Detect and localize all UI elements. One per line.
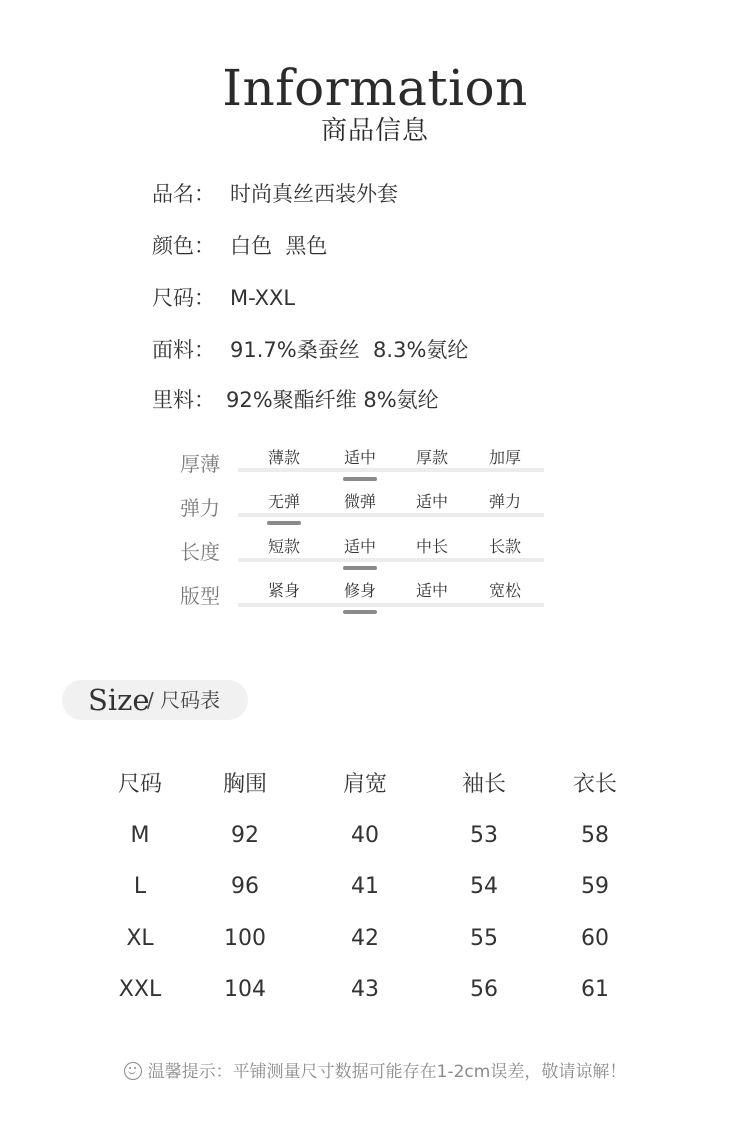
table-cell: 53 <box>470 823 498 848</box>
table-cell: 58 <box>581 823 609 848</box>
table-cell: XL <box>126 926 154 951</box>
page-title-cn: 商品信息 <box>320 116 429 146</box>
page-title-en: Information <box>222 59 528 117</box>
table-cell: 100 <box>224 926 266 951</box>
info-row-size <box>152 282 295 314</box>
table-cell: 56 <box>470 977 498 1002</box>
info-label: 尺码： <box>152 286 215 310</box>
info-value: 92%聚酯纤维 8%氨纶 <box>226 388 439 412</box>
info-row-fabric <box>152 334 468 366</box>
table-header: 衣长 <box>572 772 617 797</box>
attribute-option: 微弹 <box>343 492 376 511</box>
table-cell: L <box>133 874 147 899</box>
attribute-option: 适中 <box>415 492 448 511</box>
info-value: 白色 黑色 <box>230 234 328 258</box>
attribute-option: 弹力 <box>488 492 521 511</box>
table-header: 袖长 <box>461 772 506 797</box>
measurement-notice <box>0 1059 750 1085</box>
table-cell: 92 <box>231 823 259 848</box>
info-row-lining <box>152 384 439 416</box>
table-cell: XXL <box>118 977 162 1002</box>
table-cell: 40 <box>351 823 379 848</box>
attribute-track <box>238 558 544 562</box>
smile-icon <box>124 1062 142 1080</box>
attribute-label: 厚薄 <box>180 452 220 476</box>
selected-marker <box>343 610 377 614</box>
table-cell: 96 <box>231 874 259 899</box>
info-value: 时尚真丝西装外套 <box>230 182 398 206</box>
attribute-option: 宽松 <box>488 581 521 600</box>
table-cell: 61 <box>581 977 609 1002</box>
info-label: 面料： <box>152 338 215 362</box>
attribute-label: 长度 <box>180 540 220 564</box>
table-cell: M <box>130 823 150 848</box>
attribute-option: 适中 <box>415 581 448 600</box>
attribute-track <box>238 603 544 607</box>
selected-marker <box>343 477 377 481</box>
info-row-color <box>152 230 327 262</box>
table-cell: 42 <box>351 926 379 951</box>
table-cell: 55 <box>470 926 498 951</box>
size-section-title-en: Size <box>88 683 150 717</box>
attribute-option: 中长 <box>415 537 448 556</box>
info-label: 品名： <box>152 182 215 206</box>
attribute-option: 无弹 <box>249 491 319 513</box>
attribute-option: 厚款 <box>415 448 448 467</box>
size-section-title-cn: / 尺码表 <box>147 688 221 712</box>
attribute-option: 适中 <box>325 447 395 469</box>
info-row-name <box>152 178 398 210</box>
info-label: 颜色： <box>152 234 215 258</box>
notice-text: 温馨提示：平铺测量尺寸数据可能存在1-2cm误差，敬请谅解！ <box>147 1062 627 1082</box>
info-label: 里料： <box>152 388 215 412</box>
table-cell: 60 <box>581 926 609 951</box>
attribute-option: 加厚 <box>488 448 521 467</box>
table-header: 肩宽 <box>342 772 387 797</box>
attribute-option: 薄款 <box>267 448 300 467</box>
info-value: M-XXL <box>230 286 296 310</box>
attribute-label: 版型 <box>180 584 220 608</box>
table-cell: 54 <box>470 874 498 899</box>
attribute-option: 修身 <box>325 580 395 602</box>
attribute-track <box>238 513 544 517</box>
selected-marker <box>267 521 301 525</box>
info-value: 91.7%桑蚕丝 8.3%氨纶 <box>230 338 469 362</box>
attribute-option: 适中 <box>325 536 395 558</box>
table-header: 胸围 <box>222 772 267 797</box>
table-cell: 104 <box>224 977 266 1002</box>
table-cell: 59 <box>581 874 609 899</box>
attribute-option: 短款 <box>267 537 300 556</box>
attribute-option: 紧身 <box>267 581 300 600</box>
table-cell: 41 <box>351 874 379 899</box>
table-header: 尺码 <box>117 772 162 797</box>
selected-marker <box>343 566 377 570</box>
table-cell: 43 <box>351 977 379 1002</box>
attribute-label: 弹力 <box>180 496 220 520</box>
attribute-option: 长款 <box>488 537 521 556</box>
